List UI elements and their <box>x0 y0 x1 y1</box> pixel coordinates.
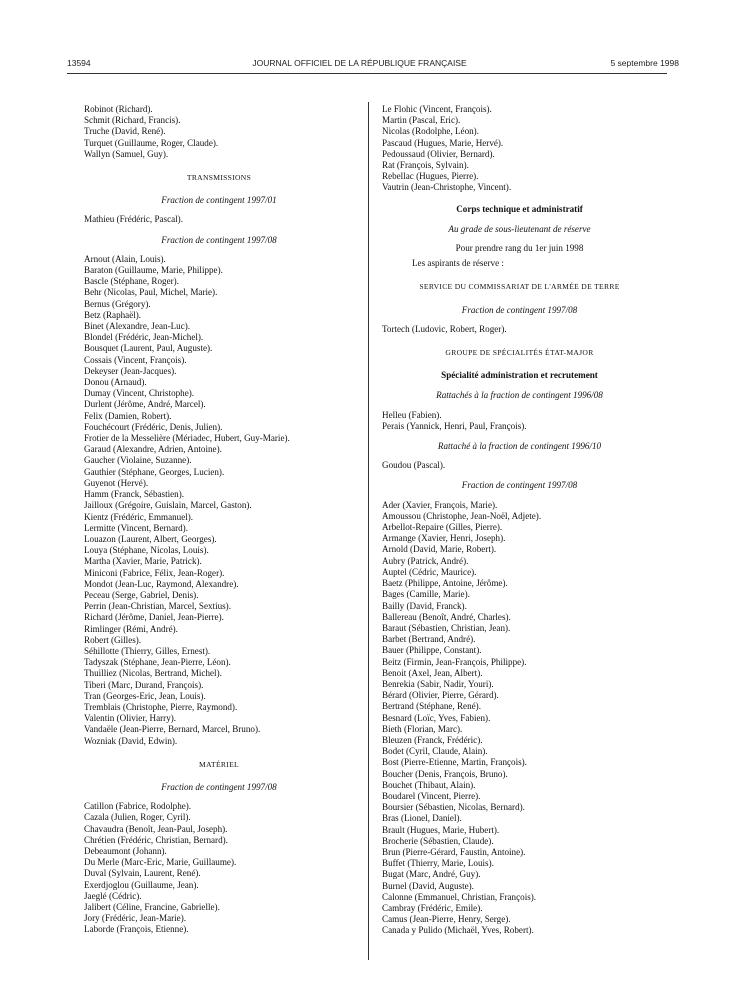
name-entry: Garaud (Alexandre, Adrien, Antoine). <box>84 444 222 455</box>
name-entry: Amoussou (Christophe, Jean-Noël, Adjete). <box>382 510 542 521</box>
name-entry: Mondot (Jean-Luc, Raymond, Alexandre). <box>84 578 239 589</box>
name-entry: Jailloux (Grégoire, Guislain, Marcel, Gaston). <box>84 500 252 511</box>
name-entry: Burnel (David, Auguste). <box>382 880 474 891</box>
fraction-subheading: Fraction de contingent 1997/08 <box>461 480 578 491</box>
name-entry: Gaucher (Violaine, Suzanne). <box>84 455 192 466</box>
name-entry: Bieth (Florian, Marc). <box>382 723 463 734</box>
name-entry: Tiberi (Marc, Durand, François). <box>84 679 204 690</box>
name-entry: Buffet (Thierry, Marie, Louis). <box>382 858 494 869</box>
name-entry: Cazala (Julien, Roger, Cyril). <box>84 812 191 823</box>
name-entry: Beitz (Firmin, Jean-François, Philippe). <box>382 656 527 667</box>
name-entry: Wallyn (Samuel, Guy). <box>84 148 169 159</box>
name-entry: Bouchet (Thibaut, Alain). <box>382 779 476 790</box>
name-entry: Peceau (Serge, Gabriel, Denis). <box>84 589 199 600</box>
name-entry: Binet (Alexandre, Jean-Luc). <box>84 321 191 332</box>
name-entry: Exerdjoglou (Guillaume, Jean). <box>84 879 199 890</box>
name-entry: Blondel (Frédéric, Jean-Michel). <box>84 332 204 343</box>
name-entry: Bras (Lionel, Daniel). <box>382 813 462 824</box>
name-entry: Kientz (Frédéric, Emmanuel). <box>84 511 194 522</box>
name-entry: Felix (Damien, Robert). <box>84 410 172 421</box>
name-entry: Benrekia (Sabir, Nadir, Youri). <box>382 678 494 689</box>
name-entry: Jory (Frédéric, Jean-Marie). <box>84 913 187 924</box>
name-entry: Guyenot (Hervé). <box>84 477 149 488</box>
name-entry: Vautrin (Jean-Christophe, Vincent). <box>382 182 512 193</box>
name-entry: Camus (Jean-Pierre, Henry, Serge). <box>382 914 511 925</box>
name-entry: Miniconi (Fabrice, Félix, Jean-Roger). <box>84 567 225 578</box>
name-entry: Baetz (Philippe, Antoine, Jérôme). <box>382 578 508 589</box>
name-entry: Donou (Arnaud). <box>84 377 147 388</box>
name-entry: Pascaud (Hugues, Marie, Hervé). <box>382 137 504 148</box>
name-entry: Cossais (Vincent, François). <box>84 354 187 365</box>
name-entry: Rebellac (Hugues, Pierre). <box>382 171 479 182</box>
name-entry: Duval (Sylvain, Laurent, René). <box>84 868 201 879</box>
name-entry: Debeaumont (Johann). <box>84 845 167 856</box>
name-entry: Bauer (Philippe, Constant). <box>382 645 482 656</box>
name-entry: Rimlinger (Rémi, André). <box>84 623 178 634</box>
name-entry: Truche (David, René). <box>84 126 166 137</box>
page-header <box>40 58 679 70</box>
name-entry: Turquet (Guillaume, Roger, Claude). <box>84 137 219 148</box>
fraction-subheading: Rattachés à la fraction de contingent 1996/08 <box>436 390 603 401</box>
name-entry: Catillon (Fabrice, Rodolphe). <box>84 801 192 812</box>
name-entry: Rat (François, Sylvain). <box>382 160 469 171</box>
name-entry: Gauthier (Stéphane, Georges, Lucien). <box>84 466 225 477</box>
corps-heading: Corps technique et administratif <box>456 203 583 214</box>
header-rule <box>67 73 667 74</box>
name-entry: Baraut (Sébastien, Christian, Jean). <box>382 622 511 633</box>
name-entry: Bodet (Cyril, Claude, Alain). <box>382 746 488 757</box>
fraction-subheading: Fraction de contingent 1997/08 <box>161 781 277 792</box>
name-entry: Tremblais (Christophe, Pierre, Raymond). <box>84 701 238 712</box>
name-entry: Thuilliez (Nicolas, Bertrand, Michel). <box>84 668 222 679</box>
name-entry: Vandaële (Jean-Pierre, Bernard, Marcel, Bruno). <box>84 724 261 735</box>
name-entry: Aubry (Patrick, André). <box>382 555 469 566</box>
name-entry: Bailly (David, Franck). <box>382 600 467 611</box>
name-entry: Hamm (Franck, Sébastien). <box>84 489 185 500</box>
name-entry: Tran (Georges-Eric, Jean, Louis). <box>84 690 206 701</box>
name-entry: Canada y Pulido (Michaël, Yves, Robert). <box>382 925 534 936</box>
name-entry: Bleuzen (Franck, Frédéric). <box>382 734 483 745</box>
name-entry: Ader (Xavier, François, Marie). <box>382 499 498 510</box>
name-entry: Bages (Camille, Marie). <box>382 589 470 600</box>
name-entry: Arnout (Alain, Louis). <box>84 253 166 264</box>
fraction-subheading: Fraction de contingent 1997/01 <box>161 195 277 206</box>
name-entry: Behr (Nicolas, Paul, Michel, Marie). <box>84 287 218 298</box>
intro-note: Les aspirants de réserve : <box>412 258 504 269</box>
name-entry: Louya (Stéphane, Nicolas, Louis). <box>84 545 209 556</box>
name-entry: Richard (Jérôme, Daniel, Jean-Pierre). <box>84 612 224 623</box>
name-entry: Baraton (Guillaume, Marie, Philippe). <box>84 265 223 276</box>
column-divider <box>368 102 369 960</box>
fraction-subheading: Au grade de sous-lieutenant de réserve <box>448 223 591 234</box>
name-entry: Armange (Xavier, Henri, Joseph). <box>382 533 506 544</box>
name-entry: Bernus (Grégory). <box>84 298 151 309</box>
name-entry: Arbellot-Repaire (Gilles, Pierre). <box>382 522 503 533</box>
name-entry: Bascle (Stéphane, Roger). <box>84 276 179 287</box>
name-entry: Jaeglé (Cédric). <box>84 890 142 901</box>
name-entry: Boudarel (Vincent, Pierre). <box>382 790 481 801</box>
name-entry: Bost (Pierre-Etienne, Martin, François). <box>382 757 527 768</box>
name-entry: Du Merle (Marc-Eric, Marie, Guillaume). <box>84 857 237 868</box>
name-entry: Laborde (François, Etienne). <box>84 924 189 935</box>
fraction-subheading: Rattaché à la fraction de contingent 1996/10 <box>437 441 602 452</box>
right-column <box>382 104 657 937</box>
name-entry: Mathieu (Frédéric, Pascal). <box>84 214 183 225</box>
section-heading: TRANSMISSIONS <box>186 173 252 183</box>
name-entry: Benoit (Axel, Jean, Albert). <box>382 667 483 678</box>
corps-heading: Spécialité administration et recrutement <box>441 370 598 381</box>
name-entry: Wozniak (David, Edwin). <box>84 735 178 746</box>
name-entry: Tadyszak (Stéphane, Jean-Pierre, Léon). <box>84 657 231 668</box>
name-entry: Chrétien (Frédéric, Christian, Bernard). <box>84 834 228 845</box>
section-heading: GROUPE DE SPÉCIALITÉS ÉTAT-MAJOR <box>445 348 594 358</box>
name-entry: Durlent (Jérôme, André, Marcel). <box>84 399 206 410</box>
name-entry: Louazon (Laurent, Albert, Georges). <box>84 533 217 544</box>
name-entry: Goudou (Pascal). <box>382 460 446 471</box>
name-entry: Tortech (Ludovic, Robert, Roger). <box>382 323 507 334</box>
name-entry: Barbet (Bertrand, André). <box>382 634 476 645</box>
name-entry: Perrin (Jean-Christian, Marcel, Sextius). <box>84 601 231 612</box>
name-entry: Séhillotte (Thierry, Gilles, Ernest). <box>84 645 211 656</box>
name-entry: Lermitte (Vincent, Bernard). <box>84 522 188 533</box>
name-entry: Auptel (Cédric, Maurice). <box>382 566 477 577</box>
name-entry: Dumay (Vincent, Christophe). <box>84 388 195 399</box>
name-entry: Bousquet (Laurent, Paul, Auguste). <box>84 343 213 354</box>
name-entry: Valentin (Olivier, Harry). <box>84 713 177 724</box>
name-entry: Schmit (Richard, Francis). <box>84 115 181 126</box>
publication-date: 5 septembre 1998 <box>610 58 679 68</box>
name-entry: Perais (Yannick, Henri, Paul, François). <box>382 420 527 431</box>
name-entry: Brun (Pierre-Gérard, Faustin, Antoine). <box>382 846 526 857</box>
name-entry: Ballereau (Benoît, André, Charles). <box>382 611 511 622</box>
section-heading: SERVICE DU COMMISSARIAT DE L'ARMÉE DE TERRE <box>419 282 620 292</box>
name-entry: Pedoussaud (Olivier, Bernard). <box>382 148 495 159</box>
name-entry: Helleu (Fabien). <box>382 409 442 420</box>
journal-title: JOURNAL OFFICIEL DE LA RÉPUBLIQUE FRANÇAISE <box>252 58 467 68</box>
fraction-subheading: Fraction de contingent 1997/08 <box>461 304 578 315</box>
name-entry: Martha (Xavier, Marie, Patrick). <box>84 556 202 567</box>
name-entry: Brocherie (Sébastien, Claude). <box>382 835 494 846</box>
name-entry: Boursier (Sébastien, Nicolas, Bernard). <box>382 802 525 813</box>
name-entry: Arnold (David, Marie, Robert). <box>382 544 497 555</box>
name-entry: Bugat (Marc, André, Guy). <box>382 869 481 880</box>
name-entry: Bertrand (Stéphane, René). <box>382 701 481 712</box>
name-entry: Boucher (Denis, François, Bruno). <box>382 768 508 779</box>
name-entry: Fouchécourt (Frédéric, Denis, Julien). <box>84 421 223 432</box>
name-entry: Robinot (Richard). <box>84 104 153 114</box>
name-entry: Robert (Gilles). <box>84 634 142 645</box>
name-entry: Cambray (Frédéric, Emile). <box>382 902 483 913</box>
fraction-subheading: Fraction de contingent 1997/08 <box>161 234 277 245</box>
name-entry: Chavaudra (Benoît, Jean-Paul, Joseph). <box>84 823 228 834</box>
page-number: 13594 <box>67 58 91 68</box>
name-entry: Nicolas (Rodolphe, Léon). <box>382 126 479 137</box>
name-entry: Bérard (Olivier, Pierre, Gérard). <box>382 690 499 701</box>
name-entry: Calonne (Emmanuel, Christian, François). <box>382 891 537 902</box>
name-entry: Le Flohic (Vincent, François). <box>382 104 492 114</box>
name-entry: Betz (Raphaël). <box>84 309 142 320</box>
name-entry: Besnard (Loïc, Yves, Fabien). <box>382 712 491 723</box>
section-heading: MATÉRIEL <box>199 759 239 769</box>
name-entry: Martin (Pascal, Eric). <box>382 115 461 126</box>
name-entry: Dekeyser (Jean-Jacques). <box>84 365 177 376</box>
rank-date-note: Pour prendre rang du 1er juin 1998 <box>455 243 584 254</box>
name-entry: Brault (Hugues, Marie, Hubert). <box>382 824 500 835</box>
left-column <box>84 104 354 936</box>
name-entry: Jalibert (Céline, Francine, Gabrielle). <box>84 902 220 912</box>
name-entry: Frotier de la Messelière (Mériadec, Hubert, Guy-Marie). <box>84 433 290 444</box>
